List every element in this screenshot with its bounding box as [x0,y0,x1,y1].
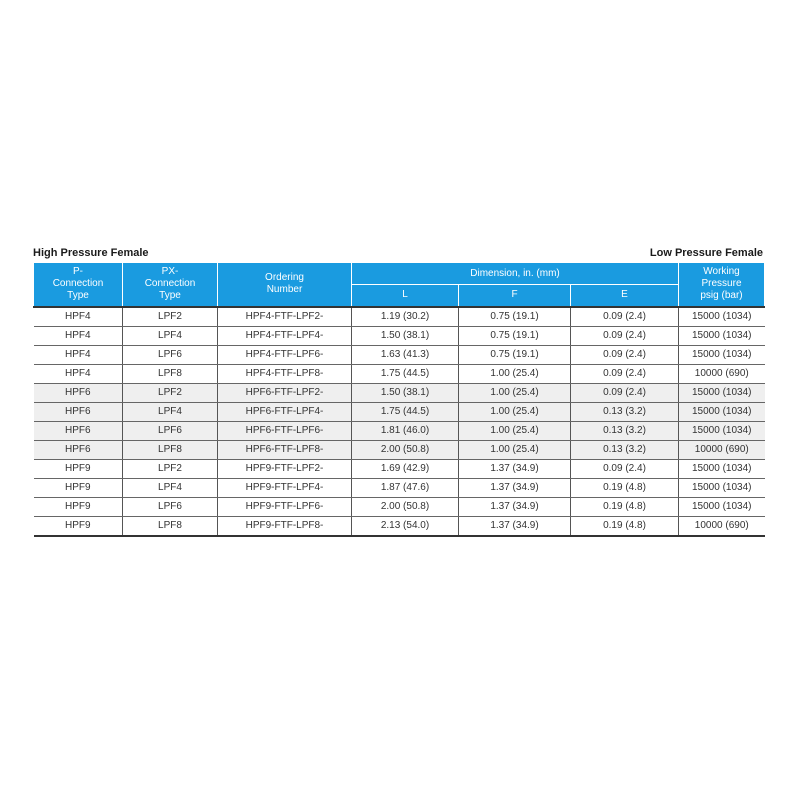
cell-dim-f: 0.75 (19.1) [459,307,571,327]
cell-dim-f: 1.00 (25.4) [459,440,571,459]
header-dim-l: L [352,285,459,307]
cell-dim-l: 2.00 (50.8) [352,497,459,516]
cell-dim-l: 1.69 (42.9) [352,459,459,478]
table-row [34,383,765,402]
cell-ordering-number: HPF9-FTF-LPF8- [218,516,352,536]
cell-px-type: LPF6 [123,345,218,364]
table-caption-row [33,245,763,261]
cell-ordering-number: HPF4-FTF-LPF6- [218,345,352,364]
cell-ordering-number: HPF4-FTF-LPF2- [218,307,352,327]
header-working-pressure: Working Pressure psig (bar) [679,263,765,307]
table-row [34,345,765,364]
cell-p-type: HPF9 [34,459,123,478]
fitting-spec-table [33,262,765,537]
cell-working-pressure: 10000 (690) [679,516,765,536]
cell-p-type: HPF6 [34,383,123,402]
cell-p-type: HPF4 [34,345,123,364]
cell-dim-l: 1.63 (41.3) [352,345,459,364]
cell-ordering-number: HPF9-FTF-LPF2- [218,459,352,478]
table-row [34,421,765,440]
cell-px-type: LPF2 [123,459,218,478]
cell-dim-f: 0.75 (19.1) [459,345,571,364]
cell-p-type: HPF9 [34,478,123,497]
cell-px-type: LPF2 [123,383,218,402]
header-p-connection-type: P- Connection Type [34,263,123,307]
cell-working-pressure: 15000 (1034) [679,402,765,421]
header-dim-e: E [571,285,679,307]
header-px-connection-type: PX- Connection Type [123,263,218,307]
cell-dim-l: 2.13 (54.0) [352,516,459,536]
cell-working-pressure: 15000 (1034) [679,459,765,478]
table-row [34,459,765,478]
cell-p-type: HPF9 [34,497,123,516]
cell-dim-f: 1.37 (34.9) [459,478,571,497]
cell-working-pressure: 15000 (1034) [679,497,765,516]
cell-p-type: HPF4 [34,307,123,327]
table-row [34,364,765,383]
cell-dim-l: 1.81 (46.0) [352,421,459,440]
cell-working-pressure: 15000 (1034) [679,326,765,345]
cell-px-type: LPF6 [123,421,218,440]
table-row [34,326,765,345]
cell-p-type: HPF4 [34,364,123,383]
table-row [34,402,765,421]
cell-dim-f: 1.37 (34.9) [459,459,571,478]
cell-dim-e: 0.09 (2.4) [571,326,679,345]
cell-dim-f: 1.00 (25.4) [459,402,571,421]
cell-dim-f: 1.37 (34.9) [459,497,571,516]
cell-working-pressure: 10000 (690) [679,440,765,459]
table-row [34,307,765,327]
cell-working-pressure: 15000 (1034) [679,478,765,497]
cell-dim-l: 1.75 (44.5) [352,402,459,421]
header-ordering-number: Ordering Number [218,263,352,307]
cell-dim-l: 1.50 (38.1) [352,383,459,402]
cell-ordering-number: HPF4-FTF-LPF4- [218,326,352,345]
high-pressure-female-caption: High Pressure Female [33,247,149,259]
cell-px-type: LPF8 [123,516,218,536]
cell-px-type: LPF4 [123,478,218,497]
cell-dim-l: 1.75 (44.5) [352,364,459,383]
cell-dim-e: 0.19 (4.8) [571,478,679,497]
cell-ordering-number: HPF4-FTF-LPF8- [218,364,352,383]
low-pressure-female-caption: Low Pressure Female [649,247,763,259]
table-row [34,478,765,497]
table-row [34,440,765,459]
cell-dim-e: 0.09 (2.4) [571,459,679,478]
cell-px-type: LPF6 [123,497,218,516]
cell-dim-f: 1.00 (25.4) [459,364,571,383]
table-row [34,516,765,536]
cell-dim-f: 1.00 (25.4) [459,421,571,440]
cell-p-type: HPF6 [34,440,123,459]
table-row [34,497,765,516]
cell-dim-f: 1.00 (25.4) [459,383,571,402]
cell-dim-l: 1.87 (47.6) [352,478,459,497]
cell-p-type: HPF6 [34,421,123,440]
cell-ordering-number: HPF6-FTF-LPF2- [218,383,352,402]
cell-p-type: HPF4 [34,326,123,345]
cell-working-pressure: 15000 (1034) [679,383,765,402]
cell-p-type: HPF9 [34,516,123,536]
header-dim-f: F [459,285,571,307]
cell-ordering-number: HPF9-FTF-LPF4- [218,478,352,497]
cell-dim-e: 0.13 (3.2) [571,421,679,440]
cell-ordering-number: HPF6-FTF-LPF4- [218,402,352,421]
cell-px-type: LPF4 [123,402,218,421]
cell-p-type: HPF6 [34,402,123,421]
cell-dim-e: 0.13 (3.2) [571,440,679,459]
cell-dim-l: 1.50 (38.1) [352,326,459,345]
cell-working-pressure: 15000 (1034) [679,307,765,327]
cell-dim-e: 0.13 (3.2) [571,402,679,421]
cell-dim-e: 0.09 (2.4) [571,383,679,402]
cell-dim-e: 0.09 (2.4) [571,345,679,364]
cell-dim-e: 0.09 (2.4) [571,307,679,327]
cell-dim-l: 1.19 (30.2) [352,307,459,327]
cell-working-pressure: 15000 (1034) [679,345,765,364]
cell-ordering-number: HPF6-FTF-LPF6- [218,421,352,440]
cell-px-type: LPF4 [123,326,218,345]
header-dimension: Dimension, in. (mm) [352,263,679,285]
cell-dim-f: 1.37 (34.9) [459,516,571,536]
cell-dim-l: 2.00 (50.8) [352,440,459,459]
cell-dim-e: 0.19 (4.8) [571,497,679,516]
cell-px-type: LPF8 [123,364,218,383]
cell-dim-e: 0.09 (2.4) [571,364,679,383]
cell-px-type: LPF8 [123,440,218,459]
cell-working-pressure: 10000 (690) [679,364,765,383]
cell-ordering-number: HPF9-FTF-LPF6- [218,497,352,516]
cell-dim-e: 0.19 (4.8) [571,516,679,536]
cell-px-type: LPF2 [123,307,218,327]
cell-ordering-number: HPF6-FTF-LPF8- [218,440,352,459]
cell-working-pressure: 15000 (1034) [679,421,765,440]
cell-dim-f: 0.75 (19.1) [459,326,571,345]
